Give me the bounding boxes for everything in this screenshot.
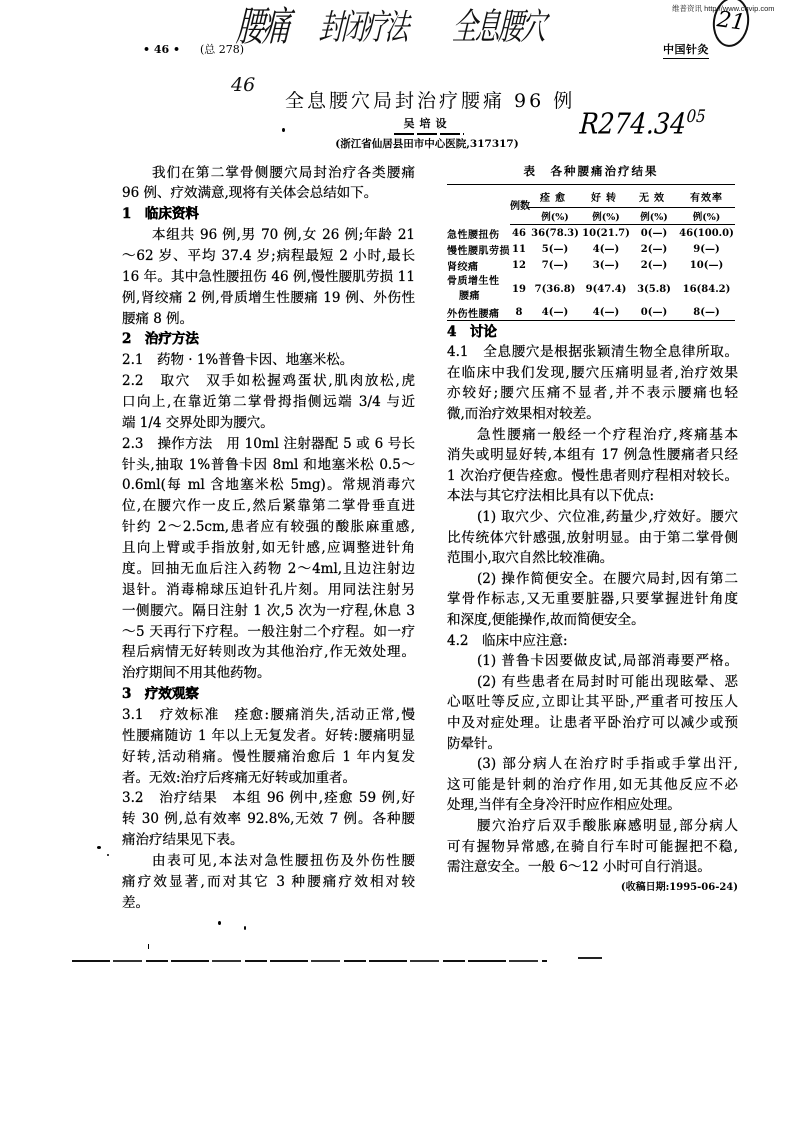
text-line: 差。	[122, 894, 149, 911]
total-page-number: (总 278)	[200, 43, 245, 56]
row-label: 急性腰扭伤	[447, 229, 500, 241]
text-line: (1) 普鲁卡因要做皮试,局部消毒要严格。	[477, 653, 738, 670]
handwritten-keyword: 封闭疗法	[317, 6, 409, 48]
row-cured: 7(—)	[541, 260, 569, 271]
row-improved: 10(21.7)	[582, 227, 630, 239]
text-line: (2) 有些患者在局封时可能出现眩晕、恶	[477, 673, 738, 690]
right-column	[447, 322, 738, 897]
scan-speck	[282, 128, 285, 132]
text-line: 2.3 操作方法 用 10ml 注射器配 5 或 6 号长	[122, 435, 415, 452]
text-line: 性腰痛随访 1 年以上无复发者。好转:腰痛明显	[122, 727, 415, 744]
section-heading: 2 治疗方法	[122, 331, 199, 348]
text-line: 度。回抽无血后注入药物 2～4ml,且边注射边	[122, 560, 415, 577]
row-label	[447, 274, 510, 305]
text-line: 且向上臂或手指放射,如无针感,应调整进针角	[122, 540, 415, 557]
row-cured: 7(36.8)	[534, 283, 576, 295]
row-label-line: 骨质增生性	[447, 276, 500, 287]
row-count: 8	[510, 305, 528, 321]
text-line: 可有握物异常感,在骑自行车时可能握把不稳,	[447, 838, 738, 855]
row-label: 肾绞痛	[447, 262, 479, 273]
table-row	[447, 258, 735, 274]
text-line: (3) 部分病人在治疗时手指或手掌出汗,	[477, 756, 738, 773]
text-line: 本法与其它疗法相比具有以下优点:	[447, 488, 655, 505]
text-line: 比传统体穴针感强,放射明显。由于第二掌骨侧	[447, 529, 738, 546]
text-line: 和深度,便能操作,故而简便安全。	[447, 612, 645, 628]
author-name: 吴培设	[403, 117, 452, 130]
row-count: 19	[512, 283, 526, 295]
handwritten-keyword: 腰痛	[234, 2, 291, 51]
text-line: 治疗期间不用其他药物。	[122, 665, 271, 682]
results-table	[447, 162, 735, 321]
row-improved: 3(—)	[592, 260, 620, 271]
classification-code-main: R274.34	[578, 107, 688, 141]
row-effective-rate: 10(—)	[689, 260, 724, 271]
header-unit: 例(%)	[582, 208, 630, 225]
row-improved: 9(47.4)	[585, 283, 627, 295]
text-line: 需注意安全。一般 6～12 小时可自行消退。	[447, 859, 711, 876]
header-count: 例数	[510, 185, 528, 225]
text-line: 处理,当伴有全身冷汗时应作相应处理。	[447, 797, 681, 814]
text-line: 口向上,在靠近第二掌骨拇指侧远端 3/4 与近	[122, 394, 415, 411]
text-line: 针约 2～2.5cm,患者应有较强的酸胀麻重感,	[122, 519, 415, 536]
text-line: 程后病情无好转则改为其他治疗,作无效处理。	[122, 644, 415, 661]
row-improved: 4(—)	[582, 305, 630, 321]
text-line: (1) 取穴少、穴位准,药量少,疗效好。腰穴	[477, 509, 738, 526]
text-line: 位,在腰穴作一皮丘,然后紧靠第二掌骨垂直进	[122, 498, 415, 515]
header-unit: 例(%)	[630, 208, 678, 225]
handwritten-classification-code	[579, 99, 707, 142]
text-line: 者。无效:治疗后疼痛无好转或加重者。	[122, 769, 357, 786]
text-line: 心呕吐等反应,立即让其平卧,严重者可按压人	[447, 694, 738, 711]
received-date: (收稿日期:1995-06-24)	[620, 881, 738, 893]
row-effective-rate: 9(—)	[693, 244, 720, 255]
text-line: 痛治疗结果见下表。	[122, 832, 244, 849]
left-column	[122, 163, 415, 914]
row-cured: 5(—)	[541, 244, 569, 255]
author-underline	[394, 133, 464, 135]
text-line: 中及对症处理。让患者平卧治疗可以减少或预	[447, 714, 738, 731]
handwritten-circled-number: 21	[710, 0, 753, 49]
text-line: 在临床中我们发现,腰穴压痛明显者,治疗效果	[447, 364, 738, 381]
journal-name: 中国针灸	[663, 43, 709, 59]
classification-code-suffix: 05	[685, 106, 707, 127]
text-line: ～62 岁、平均 37.4 岁;病程最短 2 小时,最长	[122, 248, 415, 265]
text-line: 2.1 药物 · 1%普鲁卡因、地塞米松。	[122, 352, 354, 369]
row-ineffective: 2(—)	[640, 244, 668, 255]
text-line: ～5 天再行下疗程。一般注射二个疗程。如一疗	[122, 623, 415, 640]
row-cured: 36(78.3)	[531, 227, 579, 239]
text-line: 微,而治疗效果相对较差。	[447, 406, 600, 423]
scan-speck	[218, 921, 221, 925]
text-line: 消失或明显好转,本组有 17 例急性腰痛者只经	[447, 447, 738, 464]
table-row	[447, 274, 735, 305]
table-row	[447, 305, 735, 321]
row-ineffective: 3(5.8)	[637, 283, 671, 295]
text-line: 16 年。其中急性腰扭伤 46 例,慢性腰肌劳损 11	[122, 268, 415, 285]
text-line: 1 次治疗便告痊愈。慢性患者则疗程相对较长。	[447, 467, 738, 484]
table-caption: 表 各种腰痛治疗结果	[523, 164, 659, 178]
header-unit: 例(%)	[678, 208, 735, 225]
text-line: 急性腰痛一般经一个疗程治疗,疼痛基本	[477, 426, 738, 443]
subsection-heading: 4.2 临床中应注意:	[447, 632, 568, 649]
row-ineffective: 2(—)	[640, 260, 668, 271]
text-line: 我们在第二掌骨侧腰穴局封治疗各类腰痛	[152, 164, 415, 181]
scan-speck	[107, 854, 109, 856]
text-line: 痛疗效显著,而对其它 3 种腰痛疗效相对较	[122, 873, 415, 890]
section-heading: 3 疗效观察	[122, 686, 199, 703]
text-line: 这可能是针刺的治疗作用,如无其他反应不必	[447, 776, 738, 793]
text-line: 由表可见,本法对急性腰扭伤及外伤性腰	[152, 852, 415, 869]
text-line: 腰穴治疗后双手酸胀麻感明显,部分病人	[477, 817, 738, 834]
row-count: 12	[512, 260, 526, 271]
row-count: 11	[512, 244, 526, 255]
row-label: 外伤性腰痛	[447, 305, 510, 321]
handwritten-keyword: 全息腰穴	[450, 5, 546, 48]
text-line: 端 1/4 交界处即为腰穴。	[122, 414, 274, 431]
text-line: 本组共 96 例,男 70 例,女 26 例;年龄 21	[152, 227, 415, 244]
text-line: 2.2 取穴 双手如松握鸡蛋状,肌肉放松,虎	[122, 373, 415, 390]
page-bottom-rule	[72, 960, 547, 962]
text-line: 3.2 治疗结果 本组 96 例中,痊愈 59 例,好	[122, 790, 415, 807]
text-line: 退针。消毒棉球压迫针孔片刻。用同法注射另	[122, 581, 415, 598]
text-line: 亦较好;腰穴压痛不显者,并不表示腰痛也轻	[447, 385, 738, 402]
page-number: • 46 •	[143, 43, 181, 56]
text-line: 腰痛 8 例。	[122, 310, 194, 327]
row-effective-rate: 46(100.0)	[679, 227, 734, 239]
text-line: 96 例、疗效满意,现将有关体会总结如下。	[122, 185, 378, 202]
page-bottom-rule-fragment	[578, 957, 602, 959]
text-line: 0.6ml(每 ml 含地塞米松 5mg)。常规消毒穴	[122, 477, 415, 494]
text-line: 一侧腰穴。隔日注射 1 次,5 次为一疗程,休息 3	[122, 602, 415, 619]
row-ineffective: 0(—)	[630, 305, 678, 321]
article-title: 全息腰穴局封治疗腰痛 96 例	[285, 90, 576, 112]
header-unit: 例(%)	[528, 208, 582, 225]
row-ineffective: 0(—)	[640, 227, 668, 239]
header-blank	[447, 185, 510, 225]
table-row	[447, 242, 735, 258]
watermark: 维普资讯 http://www.cqvip.com	[672, 4, 775, 13]
text-line: 范围小,取穴自然比较准确。	[447, 550, 614, 567]
row-label-line: 腰痛	[459, 291, 480, 302]
row-cured: 4(—)	[528, 305, 582, 321]
text-line: 好转,活动稍痛。慢性腰痛治愈后 1 年内复发	[122, 748, 415, 765]
row-effective-rate: 8(—)	[678, 305, 735, 321]
header-effective-rate: 有效率	[678, 185, 735, 208]
results-table-grid	[447, 184, 735, 321]
text-line: 例,肾绞痛 2 例,骨质增生性腰痛 19 例、外伤性	[122, 289, 415, 306]
header-cured: 痊愈	[528, 185, 582, 208]
section-heading: 4 讨论	[447, 323, 497, 340]
author-affiliation: (浙江省仙居县田市中心医院,317317)	[335, 138, 519, 150]
row-count: 46	[512, 227, 526, 239]
text-line: 转 30 例,总有效率 92.8%,无效 7 例。各种腰	[122, 811, 415, 828]
scan-speck	[148, 944, 149, 949]
row-improved: 4(—)	[592, 244, 620, 255]
scan-speck	[244, 926, 246, 930]
header-ineffective: 无效	[630, 185, 678, 208]
section-heading: 1 临床资料	[122, 206, 199, 223]
table-row	[447, 225, 735, 242]
text-line: 针头,抽取 1%普鲁卡因 8ml 和地塞米松 0.5～	[122, 456, 415, 473]
text-line: 3.1 疗效标准 痊愈:腰痛消失,活动正常,慢	[122, 706, 415, 723]
handwritten-page-mark: 46	[231, 74, 256, 96]
row-label: 慢性腰肌劳损	[447, 246, 510, 257]
row-effective-rate: 16(84.2)	[682, 283, 731, 295]
text-line: 掌骨作标志,又无重要脏器,只要掌握进针角度	[447, 591, 738, 608]
header-improved: 好转	[582, 185, 630, 208]
text-line: 防晕针。	[447, 735, 501, 752]
text-line: (2) 操作简便安全。在腰穴局封,因有第二	[477, 570, 738, 587]
scan-speck	[97, 846, 101, 849]
text-line: 4.1 全息腰穴是根据张颖清生物全息律所取。	[447, 344, 738, 361]
